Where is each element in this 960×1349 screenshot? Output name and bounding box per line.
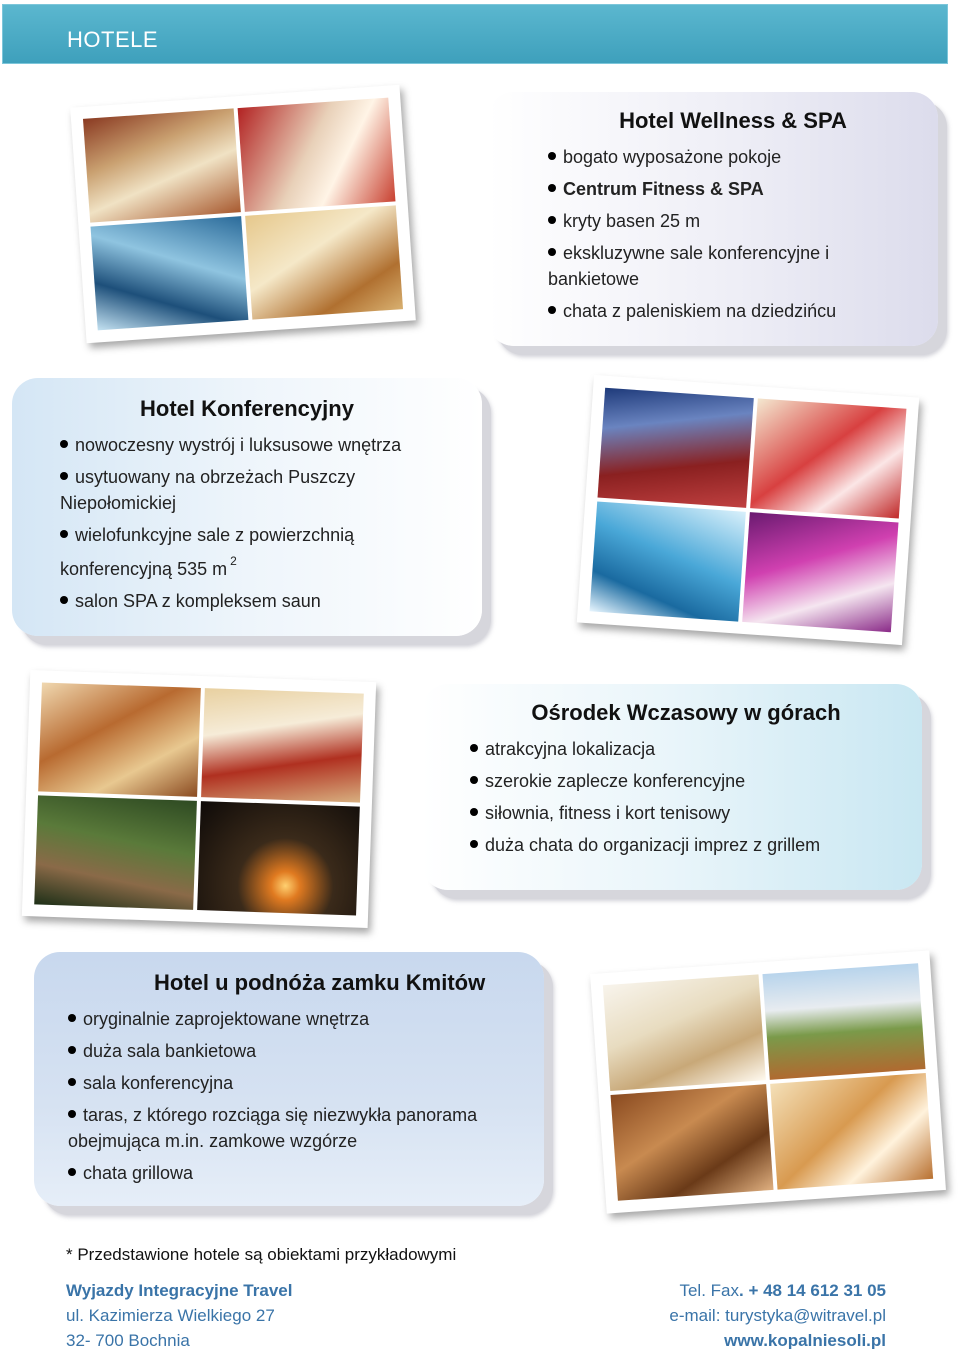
list-item: atrakcyjna lokalizacja <box>470 736 902 762</box>
email-link[interactable]: e-mail: turystyka@witravel.pl <box>669 1306 886 1325</box>
company-name: Wyjazdy Integracyjne Travel <box>66 1281 293 1300</box>
photo-buffet <box>83 108 241 222</box>
bullet-icon <box>548 152 556 160</box>
list-item: ekskluzywne sale konferencyjne i bankietowe <box>548 243 830 289</box>
website-link[interactable]: www.kopalniesoli.pl <box>724 1331 886 1349</box>
photo-lounge <box>38 682 201 796</box>
list-item: szerokie zaplecze konferencyjne <box>470 768 902 794</box>
photo-room-beds <box>750 398 906 518</box>
list-item: oryginalnie zaprojektowane wnętrza <box>68 1006 528 1032</box>
list-item: sala konferencyjna <box>68 1070 528 1096</box>
bullet-icon <box>60 440 68 448</box>
street-address: ul. Kazimierza Wielkiego 27 <box>66 1306 275 1325</box>
hotel-card-osrodek <box>422 684 922 890</box>
feature-list <box>548 144 918 324</box>
photo-collage-wellness <box>70 85 416 343</box>
list-item: nowoczesny wystrój i luksusowe wnętrza <box>60 432 466 458</box>
hotel-title: Hotel Wellness & SPA <box>619 108 847 133</box>
list-item: salon SPA z kompleksem saun <box>60 588 466 614</box>
photo-collage-konferencyjny <box>577 375 920 645</box>
list-item: siłownia, fitness i kort tenisowy <box>470 800 902 826</box>
list-item: duża chata do organizacji imprez z grillem <box>470 832 902 858</box>
photo-banquet <box>742 512 898 632</box>
bullet-icon <box>68 1046 76 1054</box>
feature-list <box>60 432 466 614</box>
bullet-icon <box>548 248 556 256</box>
photo-spa-treatment <box>238 98 396 212</box>
hotel-card-wellness <box>488 92 938 346</box>
list-item: wielofunkcyjne sale z powierzchnią konferencyjną 535 m $^2$ <box>60 525 355 579</box>
page-title: HOTELE <box>67 27 159 52</box>
phone-number: . + 48 14 612 31 05 <box>739 1281 886 1300</box>
photo-dining-room <box>201 688 364 802</box>
bullet-icon <box>60 596 68 604</box>
list-item: duża sala bankietowa <box>68 1038 528 1064</box>
bullet-icon <box>548 184 556 192</box>
photo-conference-hall <box>598 388 754 508</box>
bullet-icon <box>470 744 478 752</box>
bullet-icon <box>548 216 556 224</box>
list-item: usytuowany na obrzeżach Puszczy Niepołomickiej <box>60 467 356 513</box>
bullet-icon <box>60 530 68 538</box>
list-item: kryty basen 25 m <box>548 208 918 234</box>
bullet-icon <box>548 306 556 314</box>
hotel-card-kmitow <box>34 952 544 1206</box>
header-bar <box>2 4 948 64</box>
hotel-title: Hotel u podnóża zamku Kmitów <box>154 970 486 995</box>
photo-forest-hut <box>34 795 197 909</box>
hotel-title: Ośrodek Wczasowy w górach <box>531 700 841 725</box>
photo-spa-jacuzzi <box>590 501 746 621</box>
photo-bedroom <box>245 205 403 319</box>
feature-list <box>470 736 902 858</box>
photo-pool-slide <box>91 216 249 330</box>
footer-address <box>66 1278 292 1349</box>
bullet-icon <box>68 1078 76 1086</box>
photo-banquet-hall <box>603 974 766 1091</box>
photo-collage-kmitow <box>590 950 946 1213</box>
photo-hotel-room <box>770 1073 933 1190</box>
city-address: 32- 700 Bochnia <box>66 1331 190 1349</box>
photo-terrace <box>611 1084 774 1201</box>
bullet-icon <box>68 1168 76 1176</box>
list-item: taras, z którego rozciąga się niezwykła panorama obejmująca m.in. zamkowe wzgórze <box>68 1105 478 1151</box>
list-item: chata grillowa <box>68 1160 528 1186</box>
photo-castle <box>762 963 925 1080</box>
bullet-icon <box>68 1014 76 1022</box>
footer-contact <box>669 1278 886 1349</box>
photo-campfire <box>197 801 360 915</box>
bullet-icon <box>470 808 478 816</box>
feature-list <box>68 1006 528 1186</box>
superscript: 2 <box>230 554 237 568</box>
phone-label: Tel. Fax <box>679 1281 739 1300</box>
hotel-title: Hotel Konferencyjny <box>140 396 354 421</box>
list-item: bogato wyposażone pokoje <box>548 144 918 170</box>
list-item: chata z paleniskiem na dziedzińcu <box>548 298 918 324</box>
bullet-icon <box>68 1110 76 1118</box>
bullet-icon <box>60 472 68 480</box>
phone-line <box>669 1278 886 1303</box>
bullet-icon <box>470 776 478 784</box>
photo-collage-osrodek <box>22 670 376 928</box>
list-item: Centrum Fitness & SPA <box>548 176 918 202</box>
hotel-card-konferencyjny <box>12 378 482 636</box>
bullet-icon <box>470 840 478 848</box>
footnote: * Przedstawione hotele są obiektami przykładowymi <box>66 1245 457 1264</box>
